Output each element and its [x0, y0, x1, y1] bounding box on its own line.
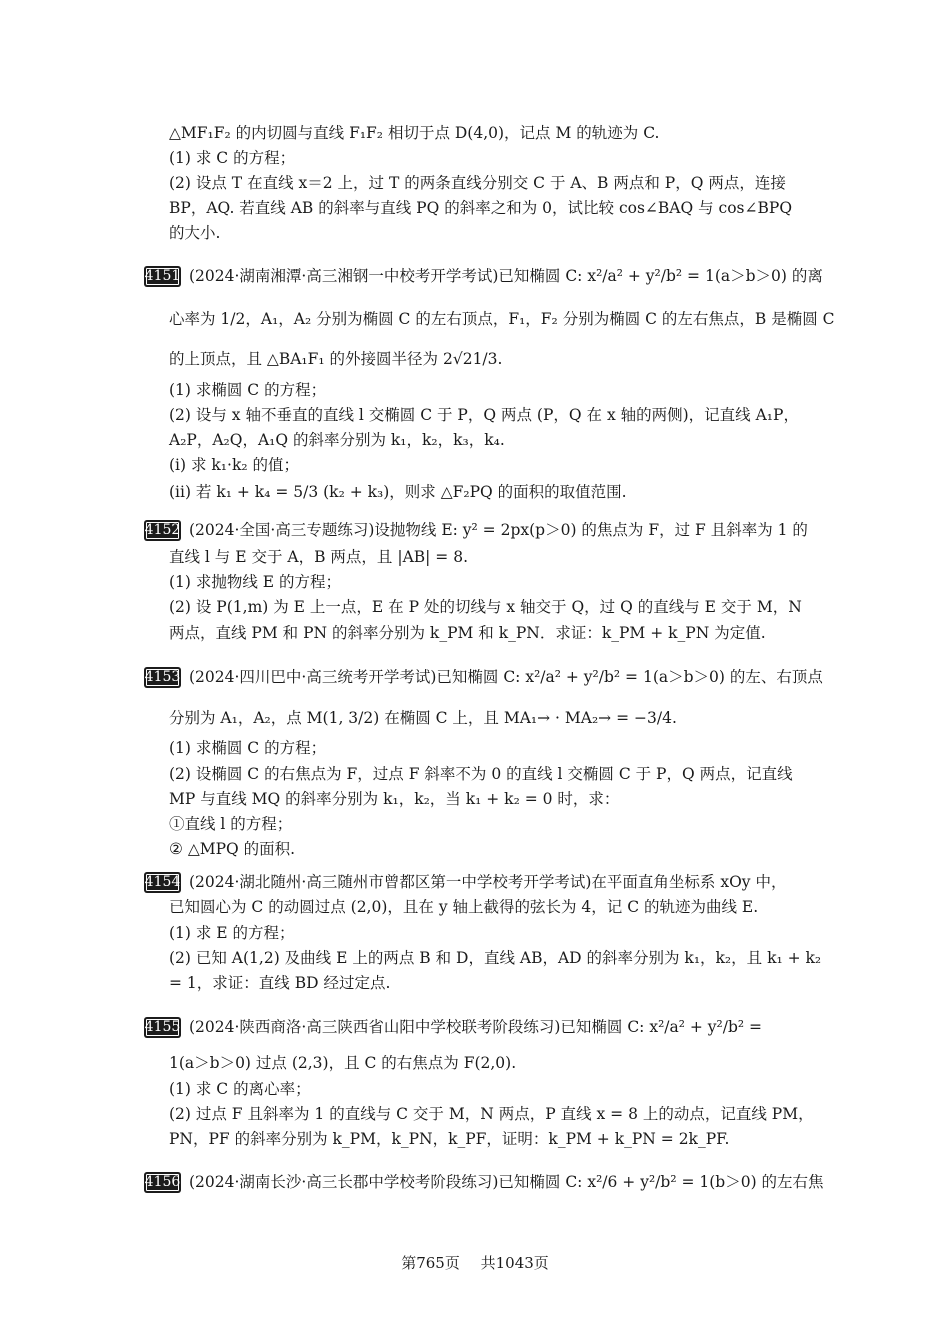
problem-line: (2) 设 P(1,m) 为 E 上一点，E 在 P 处的切线与 x 轴交于 Q，过 Q 的直线与 E 交于 M，N — [169, 598, 802, 616]
problem-line: (2024·陕西商洛·高三陕西省山阳中学校联考阶段练习)已知椭圆 C: x²/a² + y²/b² = — [189, 1018, 763, 1036]
problem-line: 1(a＞b＞0) 过点 (2,3)，且 C 的右焦点为 F(2,0). — [169, 1054, 517, 1072]
problem-line: (1) 求椭圆 C 的方程； — [169, 381, 327, 399]
problem-line: 直线 l 与 E 交于 A，B 两点，且 |AB| = 8. — [169, 548, 469, 566]
problem-line: (2024·四川巴中·高三统考开学考试)已知椭圆 C: x²/a² + y²/b² = 1(a＞b＞0) 的左、右顶点 — [189, 668, 823, 686]
problem-line: ①直线 l 的方程； — [169, 815, 293, 833]
problem-line: (2) 已知 A(1,2) 及曲线 E 上的两点 B 和 D，直线 AB，AD 的斜率分别为 k₁，k₂，且 k₁ + k₂ — [169, 949, 822, 967]
problem-line: (2024·全国·高三专题练习)设抛物线 E: y² = 2px(p＞0) 的焦点为 F，过 F 且斜率为 1 的 — [189, 521, 808, 539]
problem-line: (2) 设椭圆 C 的右焦点为 F，过点 F 斜率不为 0 的直线 l 交椭圆 C 于 P，Q 两点，记直线 — [169, 765, 793, 783]
problem-line: (2024·湖南湘潭·高三湘钢一中校考开学考试)已知椭圆 C: x²/a² + y²/b² = 1(a＞b＞0) 的离 — [189, 267, 823, 285]
problem-line: 心率为 1/2，A₁，A₂ 分别为椭圆 C 的左右顶点，F₁，F₂ 分别为椭圆 C 的左右焦点，B 是椭圆 C — [169, 310, 835, 328]
page-footer — [0, 1252, 950, 1273]
page-total: 共1043页 — [480, 1254, 549, 1272]
problem-line: 分别为 A₁，A₂，点 M(1, 3/2) 在椭圆 C 上，且 MA₁→ · MA₂→ = −3/4. — [169, 709, 677, 727]
problem-line: A₂P，A₂Q，A₁Q 的斜率分别为 k₁，k₂，k₃，k₄. — [169, 431, 505, 449]
problem-line: (1) 求椭圆 C 的方程； — [169, 739, 327, 757]
problem-number-badge: 4151 — [144, 266, 181, 287]
problem-line: 的上顶点，且 △BA₁F₁ 的外接圆半径为 2√21/3. — [169, 350, 503, 368]
intro-line: BP，AQ. 若直线 AB 的斜率与直线 PQ 的斜率之和为 0，试比较 cos∠BAQ 与 cos∠BPQ — [169, 199, 793, 217]
problem-line: (2024·湖北随州·高三随州市曾都区第一中学校考开学考试)在平面直角坐标系 xOy 中， — [189, 873, 787, 891]
problem-line: PN，PF 的斜率分别为 k_PM，k_PN，k_PF，证明：k_PM + k_PN = 2k_PF. — [169, 1130, 730, 1148]
intro-line: (2) 设点 T 在直线 x＝2 上，过 T 的两条直线分别交 C 于 A、B 两点和 P，Q 两点，连接 — [169, 174, 786, 192]
problem-line: (1) 求抛物线 E 的方程； — [169, 573, 342, 591]
problem-line: = 1，求证：直线 BD 经过定点. — [169, 974, 391, 992]
problem-line: ② △MPQ 的面积. — [169, 840, 296, 858]
problem-line: (ii) 若 k₁ + k₄ = 5/3 (k₂ + k₃)，则求 △F₂PQ 的面积的取值范围. — [169, 483, 627, 501]
intro-line: 的大小. — [169, 224, 221, 242]
problem-line: 两点，直线 PM 和 PN 的斜率分别为 k_PM 和 k_PN．求证：k_PM + k_PN 为定值. — [169, 624, 766, 642]
problem-line: (1) 求 E 的方程； — [169, 924, 295, 942]
intro-line: (1) 求 C 的方程； — [169, 149, 296, 167]
problem-line: 已知圆心为 C 的动圆过点 (2,0)，且在 y 轴上截得的弦长为 4，记 C 的轨迹为曲线 E. — [169, 898, 759, 916]
problem-line: (2024·湖南长沙·高三长郡中学校考阶段练习)已知椭圆 C: x²/6 + y²/b² = 1(b＞0) 的左右焦 — [189, 1173, 824, 1191]
intro-line: △MF₁F₂ 的内切圆与直线 F₁F₂ 相切于点 D(4,0)，记点 M 的轨迹为 C. — [169, 124, 660, 142]
problem-number-badge: 4155 — [144, 1017, 181, 1038]
problem-number-badge: 4152 — [144, 520, 181, 541]
problem-number-badge: 4154 — [144, 872, 181, 893]
page-number: 第765页 — [401, 1254, 460, 1272]
problem-number-badge: 4156 — [144, 1172, 181, 1193]
problem-line: (2) 设与 x 轴不垂直的直线 l 交椭圆 C 于 P，Q 两点 (P，Q 在 x 轴的两侧)，记直线 A₁P， — [169, 406, 799, 424]
problem-line: MP 与直线 MQ 的斜率分别为 k₁，k₂，当 k₁ + k₂ = 0 时，求： — [169, 790, 620, 808]
problem-line: (i) 求 k₁·k₂ 的值； — [169, 456, 299, 474]
problem-line: (1) 求 C 的离心率； — [169, 1080, 311, 1098]
problem-line: (2) 过点 F 且斜率为 1 的直线与 C 交于 M，N 两点，P 直线 x = 8 上的动点，记直线 PM， — [169, 1105, 814, 1123]
problem-number-badge: 4153 — [144, 667, 181, 688]
